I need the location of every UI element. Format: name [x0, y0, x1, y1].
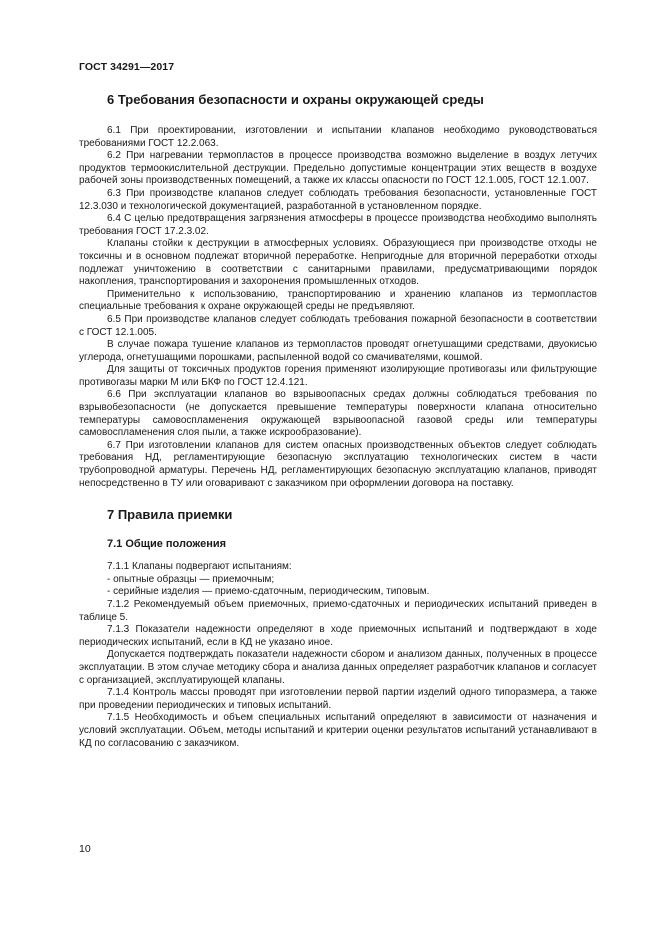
list-item: - опытные образцы — приемочным; — [107, 573, 275, 585]
paragraph-6-7: 6.7 При изготовлении клапанов для систем опасных производственных объектов следует соблюдать требования НД, регламентирующие безопасную эксплуатацию технологических систем в части трубопроводной арматуры. Перечень НД, регламентирующих безопасную эксплуатацию клапанов, приводят непосредственно в ТУ или оговаривают с заказчиком при оформлении договора на поставку. — [79, 439, 597, 489]
paragraph-6-4-waste: Клапаны стойки к деструкции в атмосферных условиях. Образующиеся при производстве отходы не токсичны и в основном подлежат вторичной переработке. Непригодные для вторичной переработки отходы подлежат уничтожению в соответствии с санитарными правилами, предусматривающими порядок накопления, транспортирования и захоронения промышленных отходов. — [79, 238, 597, 288]
paragraph-7-1-3: 7.1.3 Показатели надежности определяют в ходе приемочных испытаний и подтверждают в ходе периодических испытаний, если в КД не указано иное. — [79, 624, 597, 648]
paragraph-6-5-protection: Для защиты от токсичных продуктов горения применяют изолирующие противогазы или фильтрующие противогазы марки М или БКФ по ГОСТ 12.4.121. — [79, 364, 597, 388]
paragraph-6-5: 6.5 При производстве клапанов следует соблюдать требования пожарной безопасности в соответствии с ГОСТ 12.1.005. — [79, 313, 597, 338]
paragraph-6-1: 6.1 При проектировании, изготовлении и испытании клапанов необходимо руководствоваться требованиями ГОСТ 12.2.063. — [79, 125, 597, 149]
paragraph-7-1-5: 7.1.5 Необходимость и объем специальных испытаний определяют в зависимости от назначения и условий эксплуатации. Объем, методы испытаний и критерии оценки результатов испытаний устанавливают в КД по согласованию с заказчиком. — [79, 712, 597, 749]
paragraph-7-1-3-data: Допускается подтверждать показатели надежности сбором и анализом данных, полученных в процессе эксплуатации. В этом случае методику сбора и анализа данных определяет разработчик клапанов и согласует с организацией, эксплуатирующей клапаны. — [79, 649, 597, 686]
document-header: ГОСТ 34291—2017 — [79, 61, 175, 73]
paragraph-6-3: 6.3 При производстве клапанов следует соблюдать требования безопасности, установленные ГОСТ 12.3.030 и технологической документацией, разработанной в установленном порядке. — [79, 187, 597, 212]
paragraph-6-4-environment: Применительно к использованию, транспортированию и хранению клапанов из термопластов специальные требования к охране окружающей среды не предъявляют. — [79, 288, 597, 313]
paragraph-6-5-fire: В случае пожара тушение клапанов из термопластов проводят огнетушащими средствами, двуокисью углерода, огнетушащими порошками, распыленной водой со смачивателями, кошмой. — [79, 339, 597, 363]
subsection-7-1-title: 7.1 Общие положения — [107, 538, 227, 551]
page-number: 10 — [79, 843, 91, 855]
paragraph-6-6: 6.6 При эксплуатации клапанов во взрывоопасных средах должны соблюдаться требования по взрывобезопасности (не допускается превышение температуры поверхности клапана относительно температуры самовоспламенения окружающей взрывоопасной газовой среды или температуры самовоспламенения слоя пыли, а также искрообразование). — [79, 389, 597, 439]
paragraph-7-1-1: 7.1.1 Клапаны подвергают испытаниям: — [107, 561, 292, 573]
paragraph-6-2: 6.2 При нагревании термопластов в процессе производства возможно выделение в воздух летучих продуктов термоокислительной деструкции. Предельно допустимые концентрации этих веществ в воздухе рабочей зоны производственных помещений, а также их классы опасности по ГОСТ 12.1.005, ГОСТ 12.1.007. — [79, 150, 597, 187]
section-7-title: 7 Правила приемки — [107, 507, 233, 523]
list-item: - серийные изделия — приемо-сдаточным, периодическим, типовым. — [107, 586, 430, 598]
paragraph-6-4: 6.4 С целью предотвращения загрязнения атмосферы в процессе производства необходимо выполнять требования ГОСТ 17.2.3.02. — [79, 213, 597, 237]
section-6-title: 6 Требования безопасности и охраны окружающей среды — [107, 92, 484, 107]
paragraph-7-1-2: 7.1.2 Рекомендуемый объем приемочных, приемо-сдаточных и периодических испытаний приведен в таблице 5. — [79, 599, 597, 623]
page-content — [79, 91, 597, 750]
paragraph-7-1-4: 7.1.4 Контроль массы проводят при изготовлении первой партии изделий одного типоразмера, а также при проведении периодических и типовых испытаний. — [79, 687, 597, 711]
